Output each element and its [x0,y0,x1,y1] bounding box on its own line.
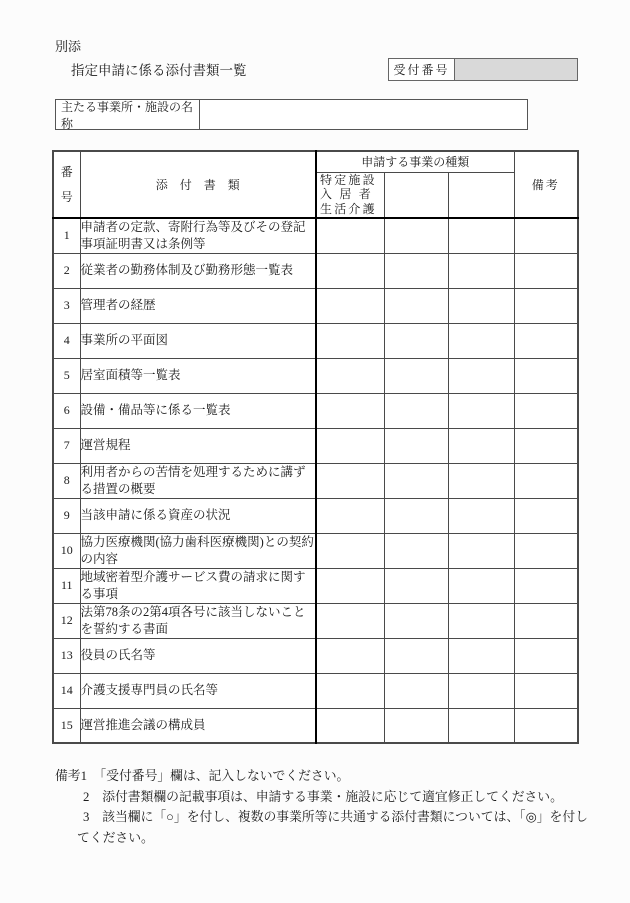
mark-cell-col2[interactable] [384,568,448,603]
document-title: 管理者の経歴 [80,288,316,323]
row-number: 13 [53,638,80,673]
mark-cell-col1[interactable] [316,568,384,603]
mark-cell-col3[interactable] [448,463,514,498]
document-title: 介護支援専門員の氏名等 [80,673,316,708]
row-number: 12 [53,603,80,638]
table-row [53,498,578,533]
table-row [53,533,578,568]
mark-cell-col3[interactable] [448,498,514,533]
remarks-column-header: 備考 [514,151,578,218]
table-row [53,708,578,743]
mark-cell-col3[interactable] [448,323,514,358]
mark-cell-col3[interactable] [448,568,514,603]
remarks-cell[interactable] [514,638,578,673]
business-column-1-line-1: 特定施設 [320,172,377,187]
mark-cell-col1[interactable] [316,428,384,463]
remarks-cell[interactable] [514,218,578,253]
business-type-header: 申請する事業の種類 [316,151,514,172]
row-number: 2 [53,253,80,288]
mark-cell-col2[interactable] [384,218,448,253]
row-number: 6 [53,393,80,428]
row-number: 3 [53,288,80,323]
business-column-header-1 [316,172,384,218]
table-row [53,428,578,463]
business-column-1-line-2: 入 居 者 [320,187,374,202]
mark-cell-col2[interactable] [384,288,448,323]
table-row [53,288,578,323]
mark-cell-col3[interactable] [448,638,514,673]
mark-cell-col3[interactable] [448,288,514,323]
table-row [53,393,578,428]
business-column-header-3 [448,172,514,218]
row-number: 14 [53,673,80,708]
mark-cell-col1[interactable] [316,393,384,428]
mark-cell-col2[interactable] [384,603,448,638]
remarks-cell[interactable] [514,708,578,743]
no-header-char-2: 号 [60,189,73,204]
mark-cell-col2[interactable] [384,323,448,358]
reception-number-box [388,58,578,81]
no-header-char-1: 番 [60,164,73,179]
document-title: 利用者からの苦情を処理するために講ずる措置の概要 [80,463,316,498]
mark-cell-col2[interactable] [384,393,448,428]
mark-cell-col2[interactable] [384,428,448,463]
mark-cell-col2[interactable] [384,253,448,288]
mark-cell-col3[interactable] [448,673,514,708]
mark-cell-col2[interactable] [384,498,448,533]
document-title: 地域密着型介護サービス費の請求に関する事項 [80,568,316,603]
reception-number-value[interactable] [455,59,577,80]
remarks-cell[interactable] [514,463,578,498]
mark-cell-col1[interactable] [316,218,384,253]
document-title: 設備・備品等に係る一覧表 [80,393,316,428]
row-number: 7 [53,428,80,463]
table-row [53,638,578,673]
document-title: 事業所の平面図 [80,323,316,358]
table-row [53,323,578,358]
table-row [53,253,578,288]
table-row [53,358,578,393]
document-title: 運営推進会議の構成員 [80,708,316,743]
facility-name-label: 主たる事業所・施設の名称 [56,100,200,129]
facility-name-value[interactable] [200,100,527,129]
document-title: 法第78条の2第4項各号に該当しないことを誓約する書面 [80,603,316,638]
facility-name-box [55,99,528,130]
mark-cell-col1[interactable] [316,708,384,743]
documents-table [52,150,579,744]
row-number: 11 [53,568,80,603]
mark-cell-col3[interactable] [448,358,514,393]
document-title: 運営規程 [80,428,316,463]
mark-cell-col2[interactable] [384,463,448,498]
table-row [53,673,578,708]
mark-cell-col2[interactable] [384,638,448,673]
remarks-cell[interactable] [514,358,578,393]
note-line-3: 3 該当欄に「○」を付し、複数の事業所等に共通する添付書類については、「◎」を付してください。 [77,810,588,845]
mark-cell-col2[interactable] [384,673,448,708]
note-line-1: 備考1 「受付番号」欄は、記入しないでください。 [55,769,350,783]
mark-cell-col1[interactable] [316,253,384,288]
document-title: 従業者の勤務体制及び勤務形態一覧表 [80,253,316,288]
row-number: 5 [53,358,80,393]
row-number: 15 [53,708,80,743]
row-number: 10 [53,533,80,568]
page-title: 指定申請に係る添付書類一覧 [71,63,247,78]
remarks-cell[interactable] [514,568,578,603]
mark-cell-col2[interactable] [384,358,448,393]
remarks-cell[interactable] [514,533,578,568]
row-number: 9 [53,498,80,533]
documents-column-header: 添 付 書 類 [80,151,316,218]
business-column-header-2 [384,172,448,218]
mark-cell-col1[interactable] [316,673,384,708]
mark-cell-col3[interactable] [448,603,514,638]
row-number: 8 [53,463,80,498]
mark-cell-col1[interactable] [316,638,384,673]
mark-cell-col1[interactable] [316,323,384,358]
mark-cell-col3[interactable] [448,708,514,743]
mark-cell-col3[interactable] [448,218,514,253]
remarks-cell[interactable] [514,498,578,533]
remarks-cell[interactable] [514,673,578,708]
table-row [53,568,578,603]
document-title: 役員の氏名等 [80,638,316,673]
no-column-header [53,151,80,218]
mark-cell-col1[interactable] [316,463,384,498]
mark-cell-col2[interactable] [384,533,448,568]
reception-number-label: 受付番号 [389,59,455,80]
remarks-cell[interactable] [514,393,578,428]
remarks-cell[interactable] [514,288,578,323]
mark-cell-col1[interactable] [316,358,384,393]
mark-cell-col2[interactable] [384,708,448,743]
attachment-label: 別添 [55,39,82,54]
mark-cell-col3[interactable] [448,428,514,463]
remarks-cell[interactable] [514,428,578,463]
business-column-1-line-3: 生活介護 [320,202,377,217]
table-row [53,218,578,253]
row-number: 1 [53,218,80,253]
remarks-cell[interactable] [514,603,578,638]
document-title: 申請者の定款、寄附行為等及びその登記事項証明書又は条例等 [80,218,316,253]
table-row [53,463,578,498]
document-title: 居室面積等一覧表 [80,358,316,393]
notes [55,766,597,848]
mark-cell-col1[interactable] [316,603,384,638]
row-number: 4 [53,323,80,358]
mark-cell-col3[interactable] [448,533,514,568]
remarks-cell[interactable] [514,253,578,288]
note-line-2: 2 添付書類欄の記載事項は、申請する事業・施設に応じて適宜修正してください。 [83,789,563,804]
mark-cell-col1[interactable] [316,498,384,533]
mark-cell-col3[interactable] [448,253,514,288]
table-row [53,603,578,638]
remarks-cell[interactable] [514,323,578,358]
mark-cell-col1[interactable] [316,533,384,568]
mark-cell-col1[interactable] [316,288,384,323]
mark-cell-col3[interactable] [448,393,514,428]
document-title: 当該申請に係る資産の状況 [80,498,316,533]
document-title: 協力医療機関(協力歯科医療機関)との契約の内容 [80,533,316,568]
